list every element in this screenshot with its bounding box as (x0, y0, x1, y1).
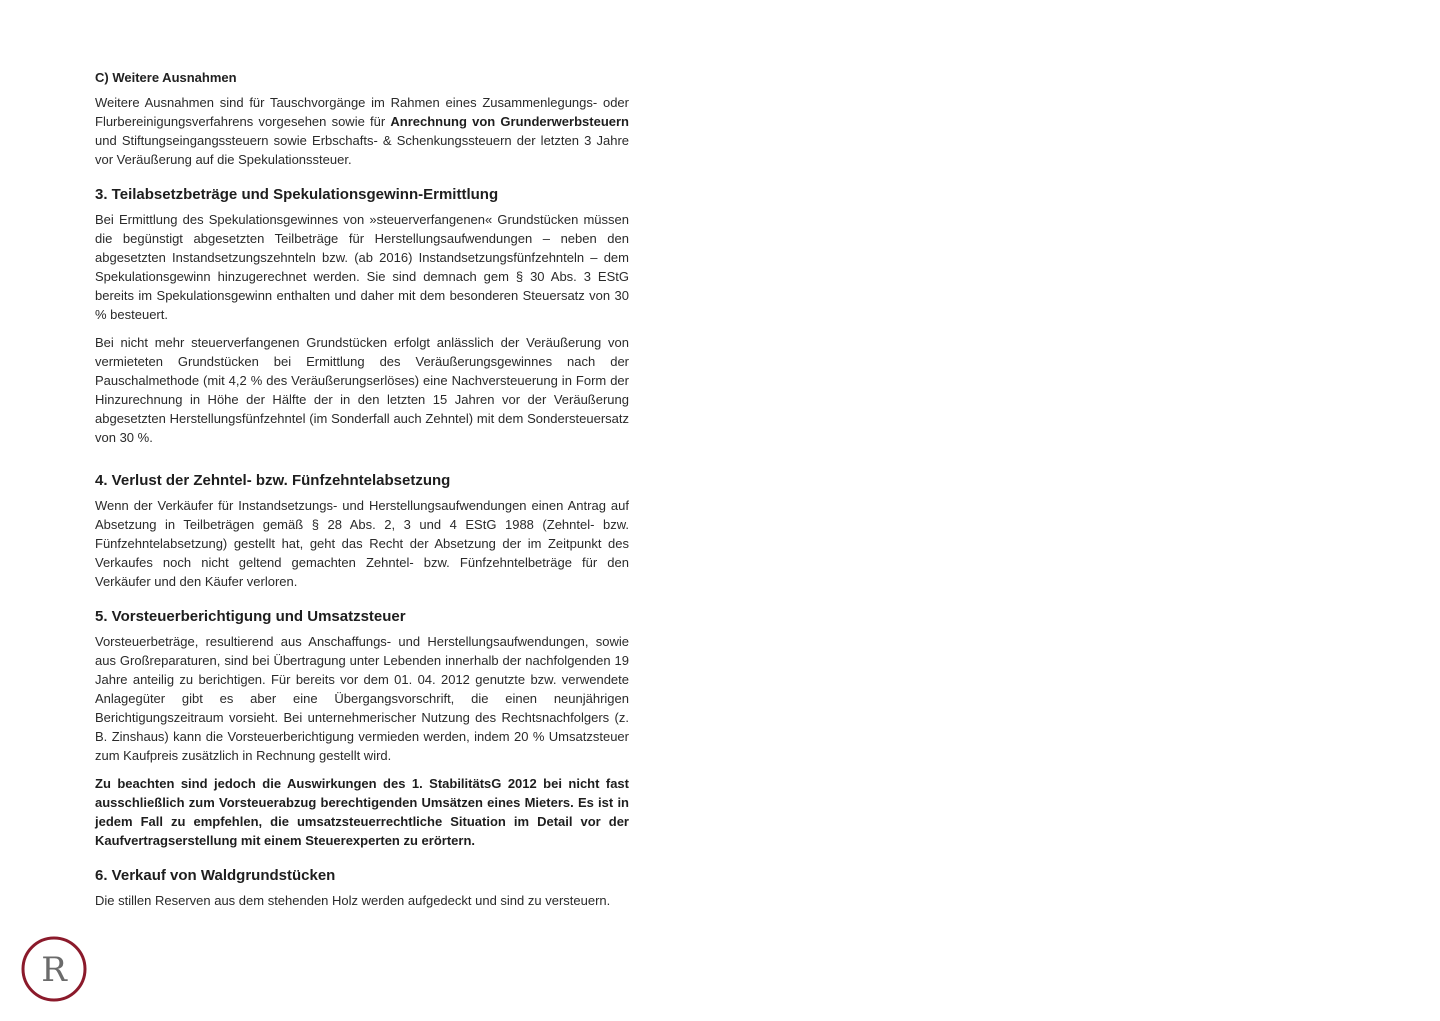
circle-r-logo-icon (21, 936, 87, 1002)
section-c-text-bold: Anrechnung von Grunderwerbsteuern (390, 114, 629, 129)
section-4-heading: 4. Verlust der Zehntel- bzw. Fünfzehntelabsetzung (95, 472, 451, 489)
section-c-heading: C) Weitere Ausnahmen (95, 70, 237, 85)
section-3-paragraph-2: Bei nicht mehr steuerverfangenen Grundstücken erfolgt anlässlich der Veräußerung von vermieteten Grundstücken bei Ermittlung des Veräußerungsgewinnes nach der Pauschalmethode (mit 4,2 % des Veräußerungserlöses) eine Nachversteuerung in Form der Hinzurechnung in Höhe der Hälfte der in den letzten 15 Jahren vor der Veräußerung abgesetzten Herstellungsfünfzehntel (im Sonderfall auch Zehntel) mit dem Sondersteuersatz von 30 %. (95, 335, 629, 445)
spacer (95, 456, 629, 470)
section-6-paragraph-1: Die stillen Reserven aus dem stehenden Holz werden aufgedeckt und sind zu versteuern. (95, 893, 611, 908)
section-5-heading: 5. Vorsteuerberichtigung und Umsatzsteuer (95, 608, 406, 625)
section-c-text-before: Weitere Ausnahmen sind für Tauschvorgänge im Rahmen eines Zusammenlegungs- oder Flurbereinigungsverfahrens vorgesehen sowie für (95, 95, 629, 129)
section-5-paragraph-1: Vorsteuerbeträge, resultierend aus Anschaffungs- und Herstellungsaufwendungen, sowie aus Großreparaturen, sind bei Übertragung unter Lebenden innerhalb der nachfolgenden 19 Jahre anteilig zu berichtigen. Für bereits vor dem 01. 04. 2012 genutzte bzw. verwendete Anlagegüter gibt es aber eine Übergangsvorschrift, die einen neunjährigen Berichtigungszeitraum vorsieht. Bei unternehmerischer Nutzung des Rechtsnachfolgers (z. B. Zinshaus) kann die Vorsteuerberichtigung vermieden werden, indem 20 % Umsatzsteuer zum Kaufpreis zusätzlich in Rechnung gestellt wird. (95, 634, 629, 763)
section-5-paragraph-2: Zu beachten sind jedoch die Auswirkungen des 1. StabilitätsG 2012 bei nicht fast ausschließlich zum Vorsteuerabzug berechtigenden Umsätzen eines Mieters. Es ist in jedem Fall zu empfehlen, die umsatzsteuerrechtliche Situation im Detail vor der Kaufvertragserstellung mit einem Steuerexperten zu erörtern. (95, 776, 629, 848)
section-3-heading: 3. Teilabsetzbeträge und Spekulationsgewinn-Ermittlung (95, 186, 499, 203)
section-6-heading: 6. Verkauf von Waldgrundstücken (95, 867, 336, 884)
section-4-paragraph-1: Wenn der Verkäufer für Instandsetzungs- und Herstellungsaufwendungen einen Antrag auf Absetzung in Teilbeträgen gemäß § 28 Abs. 2, 3 und 4 EStG 1988 (Zehntel- bzw. Fünfzehntelabsetzung) gestellt hat, geht das Recht der Absetzung der im Zeitpunkt des Verkaufes noch nicht geltend gemachten Zehntel- bzw. Fünfzehntelbeträge für den Verkäufer und den Käufer verloren. (95, 498, 629, 589)
section-3-paragraph-1: Bei Ermittlung des Spekulationsgewinnes von »steuerverfangenen« Grundstücken müssen die begünstigt abgesetzten Teilbeträge für Herstellungsaufwendungen – neben den abgesetzten Instandsetzungszehnteln bzw. (ab 2016) Instandsetzungsfünfzehnteln – dem Spekulationsgewinn hinzugerechnet werden. Sie sind demnach gem § 30 Abs. 3 EStG bereits im Spekulationsgewinn enthalten und daher mit dem besonderen Steuersatz von 30 % besteuert. (95, 212, 629, 322)
section-c-text-after: und Stiftungseingangssteuern sowie Erbschafts- & Schenkungssteuern der letzten 3 Jahre vor Veräußerung auf die Spekulationssteuer. (95, 133, 629, 167)
logo-svg (21, 936, 87, 1002)
document-column (95, 68, 629, 919)
section-c-paragraph (95, 93, 629, 169)
logo-letter: R (41, 950, 67, 990)
